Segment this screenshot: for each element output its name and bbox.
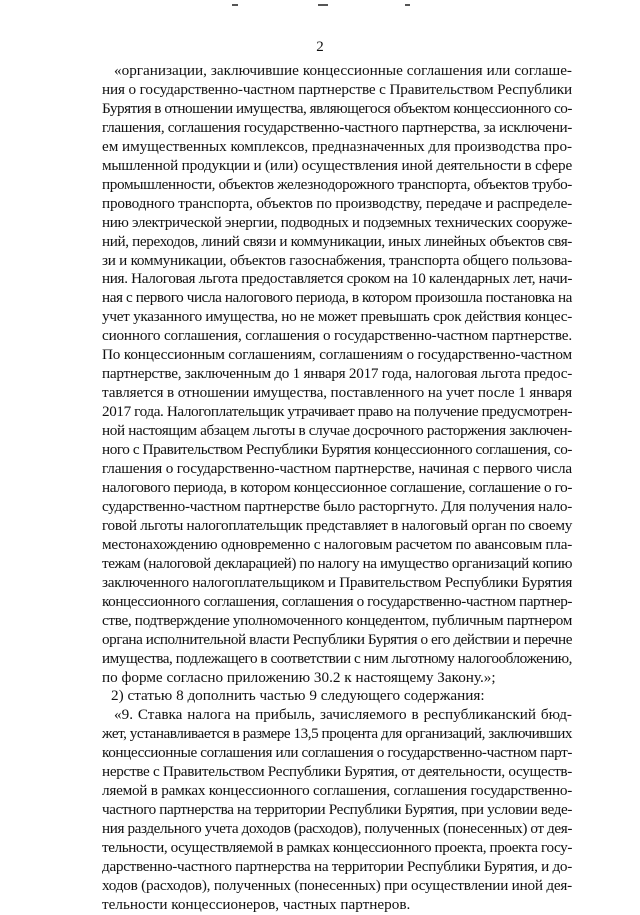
text-line: ной настоящим абзацем льготы в случае досрочного расторжения заключен- xyxy=(102,422,572,440)
text-line: жет, устанавливается в размере 13,5 процента для организаций, заключивших xyxy=(102,725,573,743)
scan-mark-left xyxy=(232,4,238,6)
text-line: глашения о государственно-частном партнерстве, начиная с первого числа xyxy=(102,460,573,478)
scan-marks xyxy=(0,4,640,10)
text-line: «9. Ставка налога на прибыль, зачисляемого в республиканский бюд- xyxy=(114,706,572,724)
text-line: партнерстве, заключенным до 1 января 2017 года, налоговая льгота предос- xyxy=(102,365,573,383)
text-line: тельности концессионеров, частных партнеров. xyxy=(102,895,411,913)
text-line: тежам (налоговой декларацией) по налогу на имущество организаций копию xyxy=(102,554,573,572)
text-line: сионного соглашения, соглашения о государственно-частном партнерстве. xyxy=(102,327,572,345)
text-line: ния о государственно-частном партнерстве с Правительством Республики xyxy=(102,80,573,98)
text-line: 2) статью 8 дополнить частью 9 следующего содержания: xyxy=(111,687,485,705)
text-line: нерстве с Правительством Республики Бурятия, от деятельности, осуществ- xyxy=(102,763,573,781)
text-line: частного партнерства на территории Республики Бурятия, при условии веде- xyxy=(102,801,573,819)
text-line: промышленности, объектов железнодорожного транспорта, объектов трубо- xyxy=(102,175,573,193)
text-line: тельности, осуществляемой в рамках концессионного проекта, проекта госу- xyxy=(102,839,572,857)
text-line: мышленной продукции и (или) осуществления иной деятельности в сфере xyxy=(102,156,572,174)
text-line: тавляется в отношении имущества, поставленного на учет после 1 января xyxy=(102,384,573,402)
text-line: ходов (расходов), полученных (понесенных) при осуществлении иной дея- xyxy=(102,876,573,894)
text-line: органа исполнительной власти Республики Бурятия о его действии и перечне xyxy=(102,630,573,648)
text-line: местонахождению одновременно с налоговым расчетом по авансовым пла- xyxy=(102,535,573,553)
text-line: ного с Правительством Республики Бурятия концессионного соглашения, со- xyxy=(102,441,573,459)
text-line: «организации, заключившие концессионные соглашения или соглаше- xyxy=(114,62,572,79)
text-line: проводного транспорта, объектов по производству, передаче и распределе- xyxy=(102,194,572,212)
text-line: концессионного соглашения, соглашения о государственно-частном партнер- xyxy=(102,592,573,610)
text-line: сударственно-частном партнерстве было расторгнуто. Для получения нало- xyxy=(102,497,573,515)
text-line: говой льготы налогоплательщик представляет в налоговый орган по своему xyxy=(102,516,572,534)
text-line: налогового периода, в котором концессионное соглашение, соглашение о го- xyxy=(102,478,573,496)
paragraph-quote-organizations xyxy=(102,62,572,687)
text-line: имущества, подлежащего в соответствии с ним льготному налогообложению, xyxy=(102,649,572,667)
text-line: дарственно-частного партнерства на территории Республики Бурятия, и до- xyxy=(102,858,573,876)
paragraph-quote-rate xyxy=(102,706,572,914)
scan-mark-right xyxy=(405,4,410,6)
paragraph-item-2 xyxy=(102,687,572,706)
text-line: Бурятия в отношении имущества, являющегося объектом концессионного со- xyxy=(102,99,572,117)
text-line: нию электрической энергии, подводных и подземных технических сооруже- xyxy=(102,213,572,231)
text-line: ния. Налоговая льгота предоставляется сроком на 10 календарных лет, начи- xyxy=(102,270,573,288)
scan-mark-center xyxy=(318,4,328,6)
text-line: зи и коммуникации, объектов газоснабжения, транспорта общего пользова- xyxy=(102,251,572,269)
text-line: ем имущественных комплексов, предназначенных для производства про- xyxy=(102,137,573,155)
text-line: глашения, соглашения государственно-частного партнерства, за исключени- xyxy=(102,118,573,136)
text-line: концессионные соглашения или соглашения о государственно-частном парт- xyxy=(102,744,572,762)
text-line: стве, подтверждение уполномоченного концедентом, публичным партнером xyxy=(102,611,573,629)
text-line: ний, переходов, линий связи и коммуникации, иных линейных объектов свя- xyxy=(102,232,572,250)
text-line: ная с первого числа налогового периода, в котором произошла постановка на xyxy=(102,289,572,307)
text-line: По концессионным соглашениям, соглашениям о государственно-частном xyxy=(102,346,572,364)
text-line: заключенного налогоплательщиком и Правительством Республики Бурятия xyxy=(102,573,573,591)
text-line: ляемой в рамках концессионного соглашения, соглашения государственно- xyxy=(102,782,573,800)
page-number: 2 xyxy=(316,39,324,55)
text-line: 2017 года. Налогоплательщик утрачивает право на получение предусмотрен- xyxy=(102,403,573,421)
text-line: учет указанного имущества, но не может превышать срок действия концес- xyxy=(102,308,572,326)
text-line: ния раздельного учета доходов (расходов), полученных (понесенных) от дея- xyxy=(102,820,572,838)
text-line: по форме согласно приложению 30.2 к настоящему Закону.»; xyxy=(102,668,496,686)
document-body xyxy=(102,62,572,915)
